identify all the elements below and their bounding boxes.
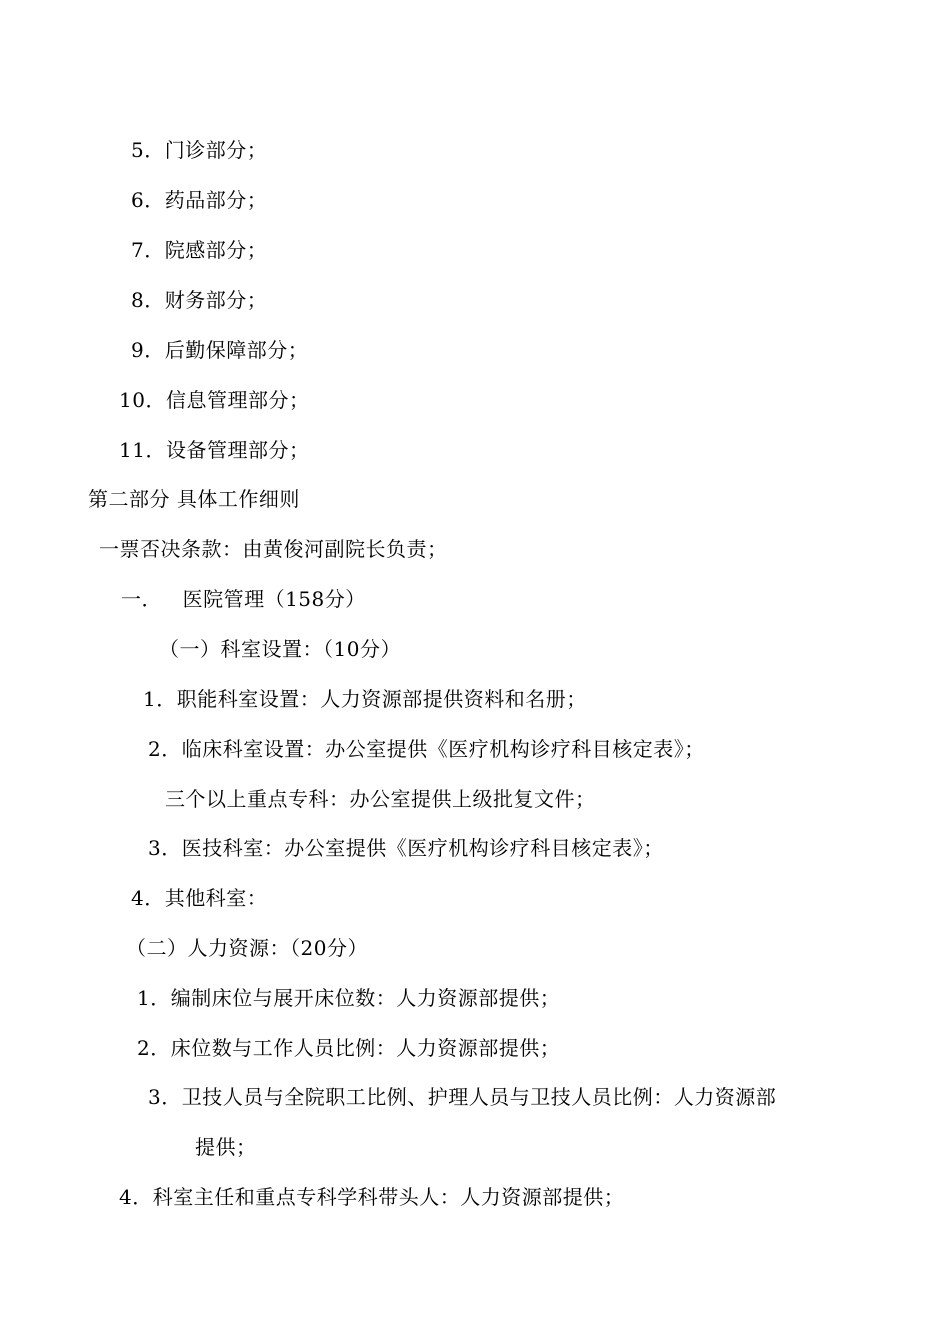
section-heading-part-two: 第二部分 具体工作细则 — [88, 487, 300, 511]
heading-hospital-management: 一． 医院管理（158分） — [121, 587, 366, 611]
item-staff-ratios: 3．卫技人员与全院职工比例、护理人员与卫技人员比例：人力资源部 — [148, 1085, 777, 1109]
item-functional-departments: 1．职能科室设置：人力资源部提供资料和名册； — [143, 687, 587, 711]
item-department-heads: 4．科室主任和重点专科学科带头人：人力资源部提供； — [119, 1185, 625, 1209]
list-item-outpatient: 5．门诊部分； — [131, 138, 268, 162]
list-item-information: 10．信息管理部分； — [119, 388, 310, 412]
item-other-departments: 4．其他科室： — [131, 886, 268, 910]
item-clinical-departments: 2．临床科室设置：办公室提供《医疗机构诊疗科目核定表》； — [148, 737, 705, 761]
list-item-pharmacy: 6．药品部分； — [131, 188, 268, 212]
list-item-equipment: 11．设备管理部分； — [119, 438, 310, 462]
list-item-logistics: 9．后勤保障部分； — [131, 338, 309, 362]
item-key-specialties: 三个以上重点专科：办公室提供上级批复文件； — [165, 787, 596, 811]
item-bed-count: 1．编制床位与展开床位数：人力资源部提供； — [137, 986, 561, 1010]
veto-clause: 一票否决条款：由黄俊河副院长负责； — [99, 537, 448, 561]
item-staff-ratios-continued: 提供； — [195, 1135, 257, 1159]
item-bed-staff-ratio: 2．床位数与工作人员比例：人力资源部提供； — [137, 1036, 561, 1060]
item-medical-technology: 3．医技科室：办公室提供《医疗机构诊疗科目核定表》； — [148, 836, 664, 860]
list-item-finance: 8．财务部分； — [131, 288, 268, 312]
list-item-infection-control: 7．院感部分； — [131, 238, 268, 262]
subheading-department-setup: （一）科室设置：（10分） — [159, 637, 401, 661]
subheading-human-resources: （二）人力资源：（20分） — [126, 936, 368, 960]
